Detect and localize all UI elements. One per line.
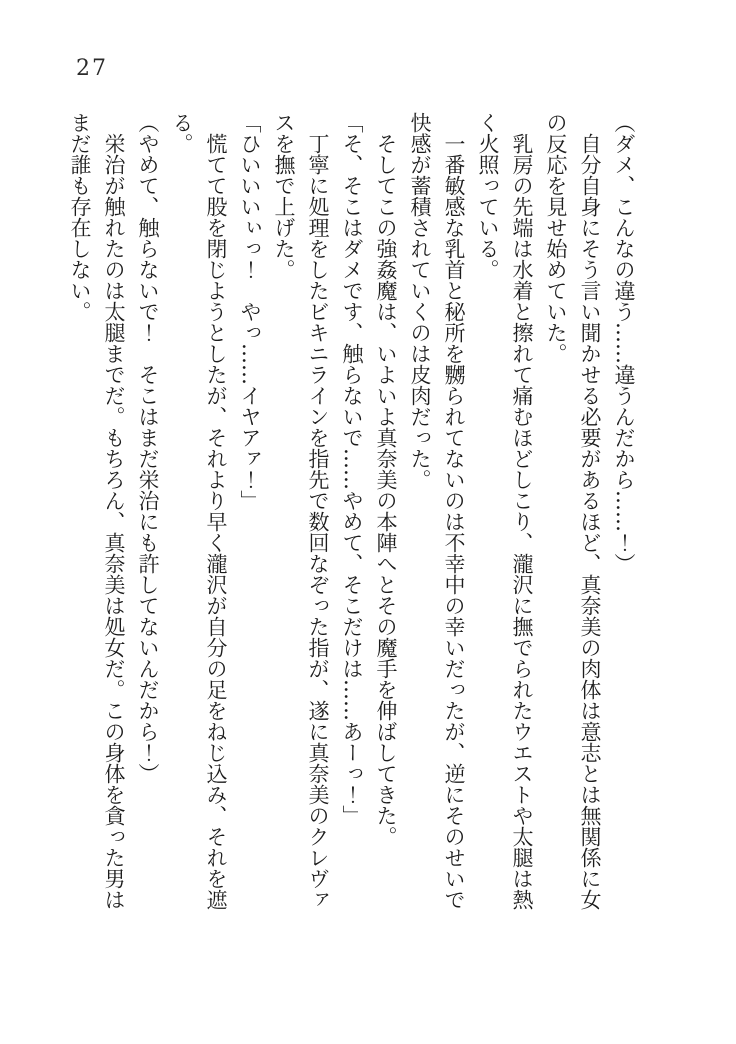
paragraph: 慌てて股を閉じようとしたが、それより早く瀧沢が自分の足をねじ込み、それを遮る。 xyxy=(170,112,228,910)
paragraph: 自分自身にそう言い聞かせる必要があるほど、真奈美の肉体は意志とは無関係に女の反応を見せ始めていた。 xyxy=(544,112,602,910)
paragraph: 乳房の先端は水着と擦れて痛むほどしこり、瀧沢に撫でられたウエストや太腿は熱く火照っている。 xyxy=(476,112,534,910)
paragraph: 栄治が触れたのは太腿までだ。もちろん、真奈美は処女だ。この身体を貪った男はまだ誰も存在しない。 xyxy=(68,112,126,910)
paragraph: （やめて、触らないで！ そこはまだ栄治にも許してないんだから！） xyxy=(136,112,160,784)
page-number: 27 xyxy=(76,56,108,81)
paragraph: （ダメ、こんなの違う……違うんだから……！） xyxy=(612,112,636,574)
body-text xyxy=(59,112,641,914)
paragraph: 「ひいいいぃっ！ やっ……イヤアァ！」 xyxy=(238,112,262,511)
paragraph: 「そ、そこはダメです、触らないで……やめて、そこだけは……あーっ！」 xyxy=(340,112,364,826)
paragraph: 丁寧に処理をしたビキニラインを指先で数回なぞった指が、遂に真奈美のクレヴァスを撫で上げた。 xyxy=(272,112,330,910)
paragraph: 一番敏感な乳首と秘所を嬲られてないのは不幸中の幸いだったが、逆にそのせいで快感が蓄積されていくのは皮肉だった。 xyxy=(408,112,466,910)
paragraph: そしてこの強姦魔は、いよいよ真奈美の本陣へとその魔手を伸ばしてきた。 xyxy=(374,133,398,847)
